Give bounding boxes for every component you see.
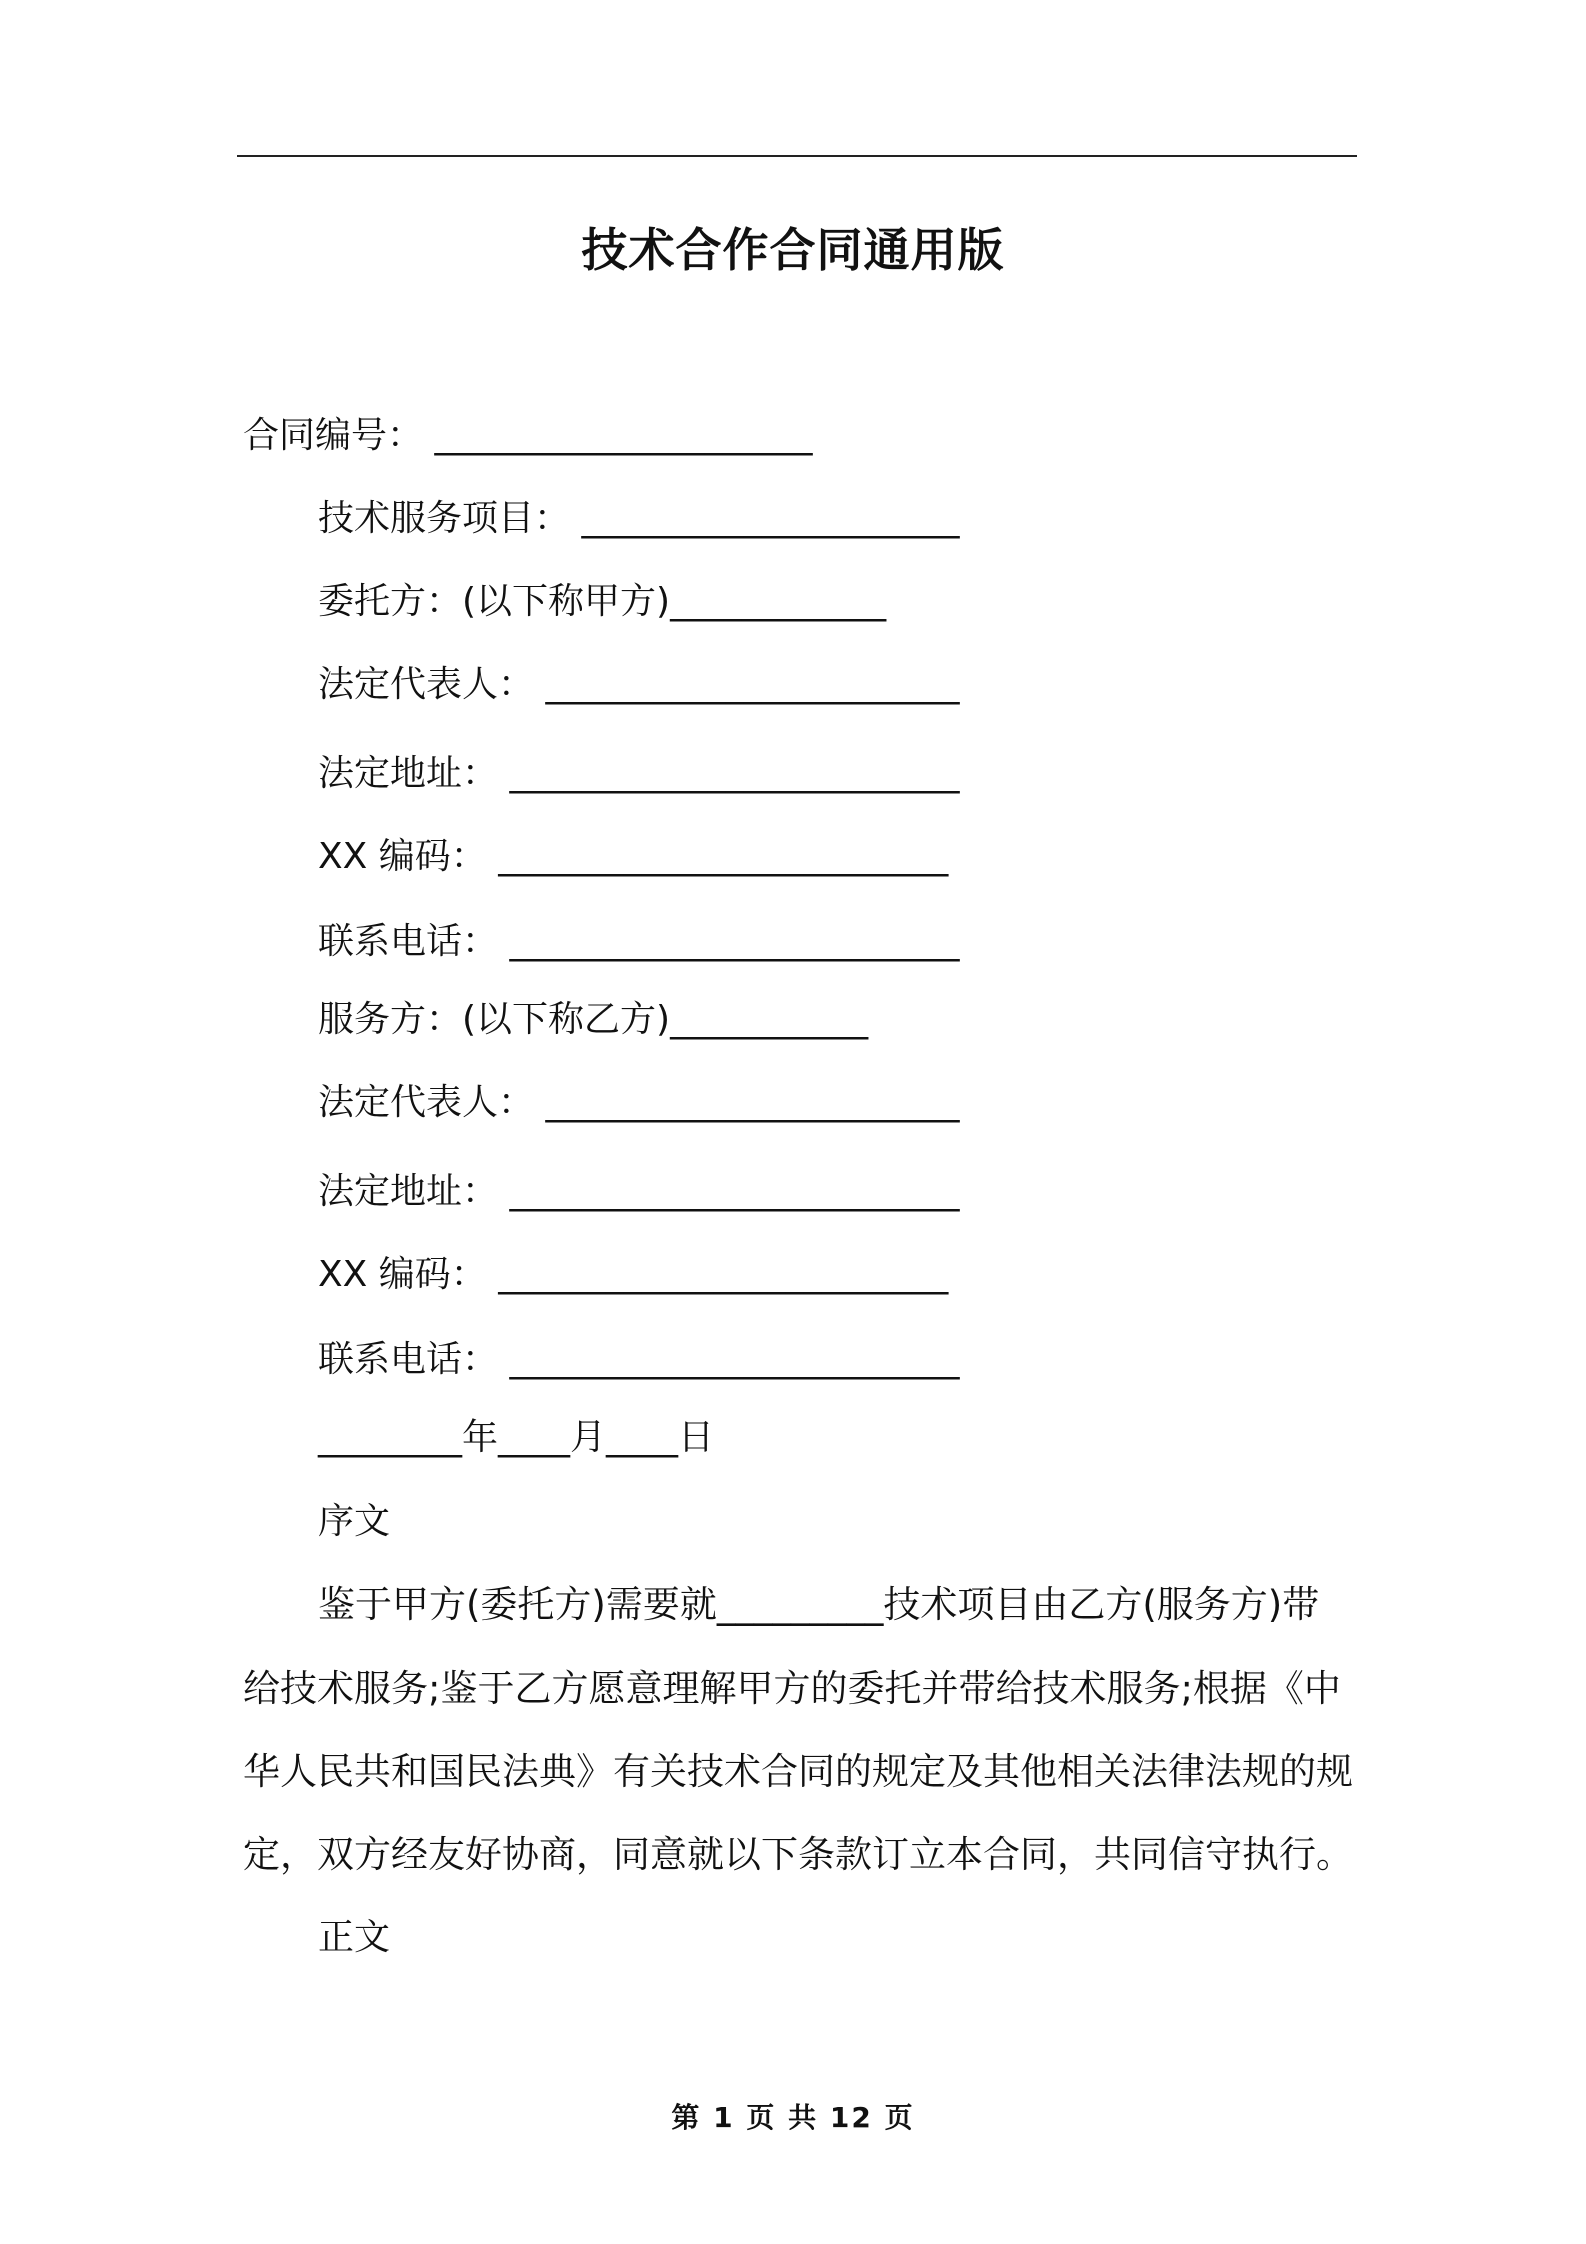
field-provider-legal-address: 法定地址： _________________________ — [318, 1171, 960, 1212]
field-contract-number: 合同编号： _____________________ — [243, 415, 813, 456]
field-provider-phone: 联系电话： _________________________ — [318, 1339, 960, 1380]
field-service-project: 技术服务项目： _____________________ — [318, 498, 960, 539]
field-client-phone: 联系电话： _________________________ — [318, 921, 960, 962]
field-client-legal-address: 法定地址： _________________________ — [318, 753, 960, 794]
preamble-heading: 序文 — [318, 1501, 391, 1542]
page-number: 第 1 页 共 12 页 — [671, 2101, 915, 2134]
field-client-legal-rep: 法定代表人： _______________________ — [318, 664, 960, 705]
field-client-party: 委托方：(以下称甲方)____________ — [318, 581, 887, 622]
preamble-line-1: 鉴于甲方(委托方)需要就_________技术项目由乙方(服务方)带 — [318, 1583, 1320, 1626]
preamble-line-2: 给技术服务;鉴于乙方愿意理解甲方的委托并带给技术服务;根据《中 — [243, 1667, 1341, 1710]
field-date: ________年____月____日 — [318, 1417, 714, 1458]
header-rule — [237, 155, 1357, 157]
body-heading: 正文 — [318, 1917, 391, 1958]
field-provider-postal-code: XX 编码： _________________________ — [318, 1254, 949, 1295]
field-provider-legal-rep: 法定代表人： _______________________ — [318, 1082, 960, 1123]
document-title: 技术合作合同通用版 — [581, 223, 1005, 277]
field-service-party: 服务方：(以下称乙方)___________ — [318, 999, 869, 1040]
preamble-line-3: 华人民共和国民法典》有关技术合同的规定及其他相关法律法规的规 — [243, 1750, 1353, 1793]
field-client-postal-code: XX 编码： _________________________ — [318, 836, 949, 877]
preamble-line-4: 定，双方经友好协商，同意就以下条款订立本合同，共同信守执行。 — [243, 1833, 1353, 1876]
